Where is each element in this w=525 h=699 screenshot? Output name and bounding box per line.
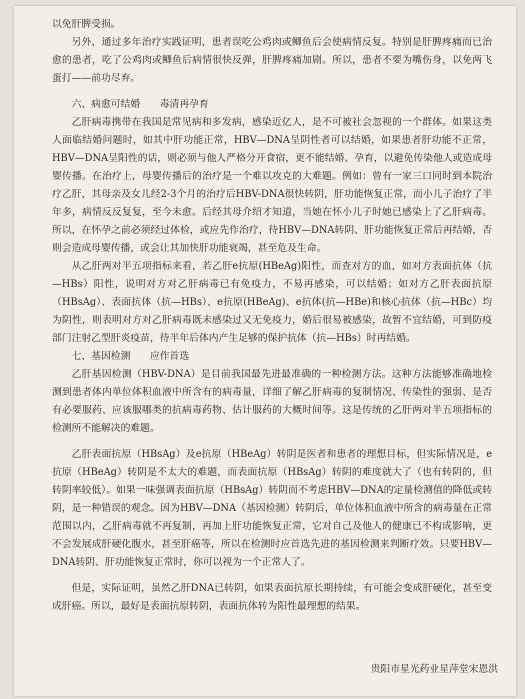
paragraph-diet-warning: 另外，通过多年治疗实践证明，患者误吃公鸡肉或鲫鱼后会使病情反复。特别是肝脾疼痛而已治愈的患者，吃了公鸡肉或鲫鱼后病情很快反弹，肝脾疼痛加剧。所以，患者不要为嘴伤身，以免两飞蛋打——前功尽弃。 — [52, 37, 492, 84]
paragraph-conclusion: 但是，实际证明，虽然乙肝DNA已转阴，如果表面抗原长期持续，有可能会变成肝硬化，甚至变成肝癌。所以，最好是表面抗原转阴，表面抗体转为阳性最理想的结果。 — [52, 583, 492, 612]
section-heading-6: 六、病愈可结婚 毒清再孕育 — [71, 99, 209, 110]
signature: 贵阳市星光药业星萍堂宋恩洪 — [370, 664, 498, 675]
paragraph-continued: 以免肝脾受损。 — [52, 19, 121, 30]
paragraph-antigen: 乙肝表面抗原（HBsAg）及e抗原（HBeAg）转阴是医者和患者的理想目标，但实际情况是，e抗原（HBeAg）转阴是不太大的难题，而表面抗原（HBsAg）转阴的难度就大了（也有转阴的，但转阴率较低）。如果一味强调表面抗原（HBsAg）转阴而不考虑HBV—DNA的定量检测值的降低或转阴，是一种错误的观念。因为HBV—DNA（基因检测）转阴后，单位体积血液中所含的病毒量在正常范围以内，乙肝病毒就不再复制，再加上肝功能恢复正常，它对自己及他人的健康已不构成影响，更不会发展成肝硬化腹水，甚至肝癌等，所以在检测时应首选先进的基因检测来判断疗效。只要HBV—DNA转阴、肝功能恢复正常时，你可以视为一个正常人了。 — [52, 449, 492, 568]
section-heading-7: 七、基因检测 应作首选 — [71, 351, 190, 362]
paragraph-two-pairs-half: 从乙肝两对半五项指标来看，若乙肝e抗原(HBeAg)阳性，而查对方的血，如对方表面抗体（抗—HBs）阳性，说明对方对乙肝病毒已有免疫力，不易再感染，可以结婚；如对方乙肝表面抗原（HBsAg）、表面抗体（抗—HBs）、e抗原(HBeAg)、e抗体(抗—HBe)和核心抗体（抗—HBc）均为阴性，则表明对方对乙肝病毒既未感染过又无免疫力，婚后很易被感染，故暂不宜结婚，可到防疫部门注射乙型肝炎疫苗，待半年后体内产生足够的保护抗体（抗—HBs）时再结婚。 — [52, 261, 492, 344]
document-body — [52, 16, 492, 616]
paragraph-marriage: 乙肝病毒携带在我国是常见病和多发病，感染近亿人，是不可被社会忽视的一个群体。如果这类人面临结婚问题时，如其中肝功能正常，HBV—DNA呈阴性者可以结婚，如果患者肝功能不正常，HBV—DNA呈阳性的话，则必须与他人严格分开食宿，更不能结婚、孕育，以避免传染他人或造成母婴传播。在治疗上，母婴传播后的治疗是一个难以攻克的大难题。例如：曾有一家三口同时到本院治疗乙肝，其母亲及女儿经2-3个月的治疗后HBV-DNA很快转阴，肝功能恢复正常，而小儿子治疗了半年多，病情反反复复，至今未愈。后经其母介绍才知道，当她在怀小儿子时她已感染上了乙肝病毒。所以，在怀孕之前必须经过体检，或应先作治疗，待HBV—DNA转阴、肝功能恢复正常后再结婚，否则会造成母婴传播，或会让其加快肝功能衰竭，甚至危及生命。 — [52, 117, 492, 254]
paragraph-gene-test: 乙肝基因检测（HBV-DNA）是目前我国最先进最准确的一种检测方法。这种方法能够准确地检测到患者体内单位体积血液中所含有的病毒量，详细了解乙肝病毒的复制情况、传染性的强弱、是否有必要服药、应该服哪类的抗病毒药物、估计服药的大概时间等。这是传统的乙肝两对半五项指标的检测所不能解决的难题。 — [52, 369, 492, 434]
document-page — [14, 6, 516, 696]
